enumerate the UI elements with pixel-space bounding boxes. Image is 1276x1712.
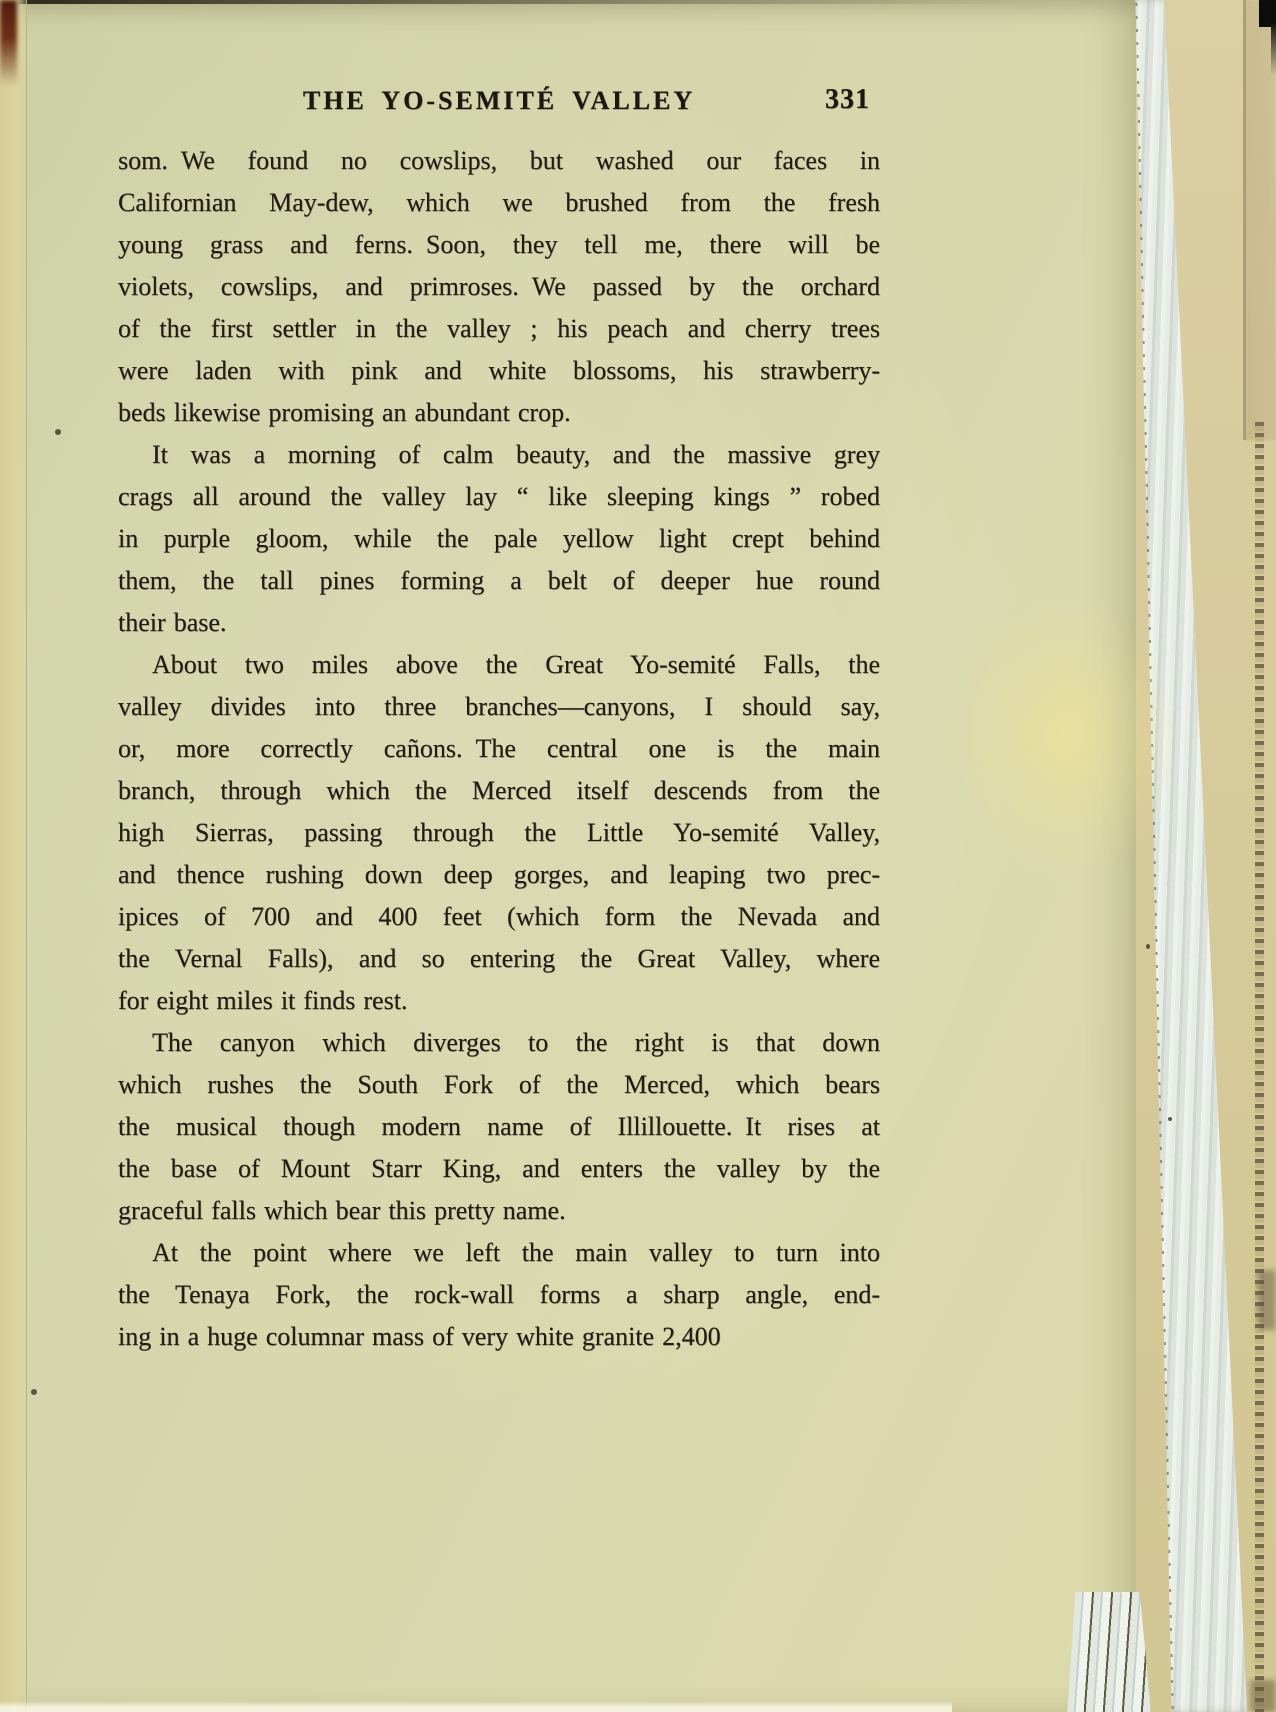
- text-line: graceful falls which bear this pretty name.: [118, 1196, 566, 1225]
- edge-smudge: [1250, 1680, 1276, 1712]
- ink-speck: [1168, 1117, 1172, 1121]
- text-line: young grass and ferns. Soon, they tell me, there will be: [118, 230, 880, 259]
- text-line: valley divides into three branches—canyons, I should say,: [118, 692, 880, 721]
- text-line: ing in a huge columnar mass of very white granite 2,400: [118, 1322, 721, 1351]
- text-line: were laden with pink and white blossoms, his strawberry-: [118, 356, 880, 385]
- text-line: beds likewise promising an abundant crop.: [118, 398, 571, 427]
- page-top-shadow: [0, 0, 1130, 4]
- text-line: or, more correctly cañons. The central one is the main: [118, 734, 880, 763]
- paragraph: [118, 434, 880, 644]
- text-line: violets, cowslips, and primroses. We passed by the orchard: [118, 272, 880, 301]
- text-line: som. We found no cowslips, but washed our faces in: [118, 146, 880, 175]
- page-edge-dashed-line: [1255, 420, 1264, 1712]
- ink-speck: [55, 429, 61, 435]
- text-line: It was a morning of calm beauty, and the massive grey: [152, 440, 880, 469]
- text-line: the Tenaya Fork, the rock-wall forms a sharp angle, end-: [118, 1280, 880, 1309]
- text-line: Californian May-dew, which we brushed from the fresh: [118, 188, 880, 217]
- page-body: [118, 140, 880, 1358]
- text-line: of the first settler in the valley ; his peach and cherry trees: [118, 314, 880, 343]
- running-title: THE YO-SEMITÉ VALLEY: [302, 86, 696, 115]
- edge-smudge: [1258, 1270, 1276, 1330]
- text-line: The canyon which diverges to the right is that down: [152, 1028, 880, 1057]
- photo-corner-shadow: [1259, 0, 1276, 27]
- text-line: crags all around the valley lay “ like sleeping kings ” robed: [118, 482, 880, 511]
- text-line: and thence rushing down deep gorges, and leaping two prec-: [118, 860, 880, 889]
- page-bottom-highlight: [0, 1701, 952, 1712]
- paragraph: [118, 1232, 880, 1358]
- page-number: 331: [825, 84, 870, 115]
- page-header: [118, 86, 880, 128]
- text-line: ipices of 700 and 400 feet (which form the Nevada and: [118, 902, 880, 931]
- text-line: for eight miles it finds rest.: [118, 986, 408, 1015]
- text-line: which rushes the South Fork of the Merced, which bears: [118, 1070, 880, 1099]
- text-line: high Sierras, passing through the Little Yo-semité Valley,: [118, 818, 880, 847]
- text-line: them, the tall pines forming a belt of deeper hue round: [118, 566, 880, 595]
- text-line: their base.: [118, 608, 227, 637]
- text-line: in purple gloom, while the pale yellow light crept behind: [118, 524, 880, 553]
- paragraph: [118, 140, 880, 434]
- paragraph: [118, 1022, 880, 1232]
- page-left-gutter: [0, 0, 27, 1712]
- corner-stain: [0, 0, 17, 86]
- text-line: the musical though modern name of Illillouette. It rises at: [118, 1112, 880, 1141]
- text-line: branch, through which the Merced itself descends from the: [118, 776, 880, 805]
- text-line: About two miles above the Great Yo-semité Falls, the: [152, 650, 880, 679]
- text-line: At the point where we left the main valley to turn into: [152, 1238, 880, 1267]
- ink-speck: [1146, 944, 1150, 949]
- text-line: the Vernal Falls), and so entering the Great Valley, where: [118, 944, 880, 973]
- paragraph: [118, 644, 880, 1022]
- text-line: the base of Mount Starr King, and enters the valley by the: [118, 1154, 880, 1183]
- photo-corner-shadow: [1271, 24, 1276, 76]
- ink-speck: [31, 1389, 37, 1395]
